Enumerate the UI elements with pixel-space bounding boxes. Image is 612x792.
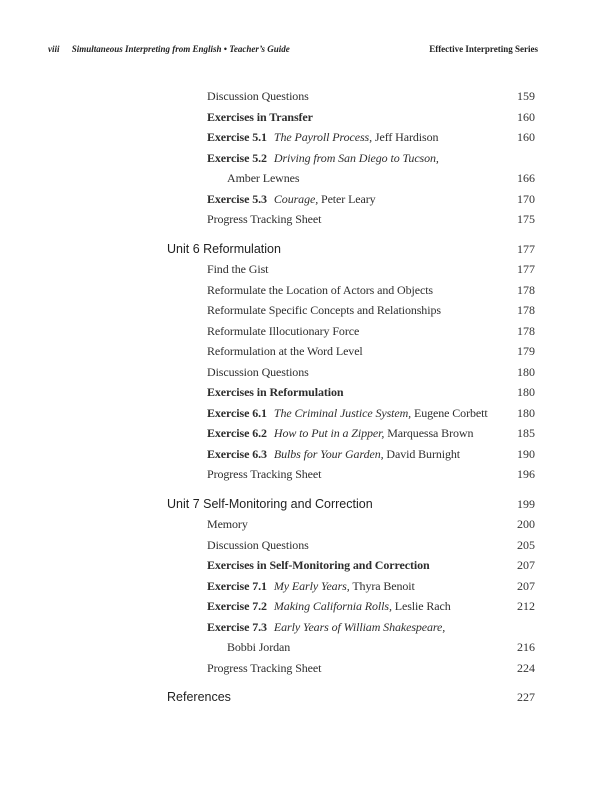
toc-row <box>167 148 535 169</box>
book-title: Simultaneous Interpreting from English • Teacher’s Guide <box>71 44 290 54</box>
toc-page-number: 199 <box>517 496 535 511</box>
toc-entry-label: Exercise 7.2 Making California Rolls, Leslie Rach <box>207 599 451 613</box>
toc-page-number: 175 <box>517 212 535 226</box>
toc-row <box>167 596 535 617</box>
toc-row <box>167 341 535 362</box>
toc-page-number: 224 <box>517 660 535 675</box>
toc-row <box>167 168 535 189</box>
toc-row <box>167 514 535 535</box>
toc-entry-label: Reformulation at the Word Level <box>207 344 363 358</box>
page-folio: viii <box>48 44 60 54</box>
toc-row <box>167 280 535 301</box>
toc-page-number: 166 <box>517 171 535 185</box>
toc-section-heading-row <box>167 494 535 515</box>
toc-entry-label: Reformulate the Location of Actors and Objects <box>207 282 433 297</box>
toc-page-number: 177 <box>517 262 535 276</box>
toc-page-number: 178 <box>517 303 535 317</box>
toc-entry-label: Discussion Questions <box>207 364 309 379</box>
toc-row <box>167 403 535 424</box>
toc-entry-label: Find the Gist <box>207 262 269 276</box>
series-title: Effective Interpreting Series <box>429 44 538 54</box>
toc-page-number: 227 <box>517 690 535 704</box>
toc-row <box>167 555 535 576</box>
toc-entry-label: Exercise 6.2 How to Put in a Zipper, Marquessa Brown <box>207 426 474 440</box>
toc-row <box>167 107 535 128</box>
toc-page-number: 200 <box>517 517 535 531</box>
toc-entry-label: Reformulate Specific Concepts and Relationships <box>207 303 441 317</box>
toc-section-heading-row <box>167 239 535 260</box>
toc-page-number: 185 <box>517 426 535 440</box>
toc-entry-label: Progress Tracking Sheet <box>207 212 322 226</box>
toc-row <box>167 464 535 485</box>
toc-row <box>167 576 535 597</box>
toc-page-number: 180 <box>517 385 535 399</box>
toc-entry-label: Exercise 6.1 The Criminal Justice System, Eugene Corbett <box>207 405 488 420</box>
toc-entry-label: Progress Tracking Sheet <box>207 660 322 675</box>
toc-entry-label: Exercise 7.3 Early Years of William Shakespeare, <box>207 619 446 634</box>
toc-page-number: 170 <box>517 191 535 206</box>
toc-entry-label: Exercise 5.3 Courage, Peter Leary <box>207 191 376 206</box>
toc-page-number: 178 <box>517 323 535 338</box>
toc-entry-label: Discussion Questions <box>207 89 309 103</box>
toc-row <box>167 362 535 383</box>
toc-row <box>167 423 535 444</box>
toc-entry-label: Reformulate Illocutionary Force <box>207 323 360 338</box>
toc-page-number: 160 <box>517 130 535 144</box>
toc-page-number: 207 <box>517 578 535 593</box>
toc-entry-label: References <box>167 690 231 704</box>
toc-row <box>167 321 535 342</box>
toc-row <box>167 259 535 280</box>
toc-entry-label: Amber Lewnes <box>227 171 300 185</box>
toc-entry-label: Exercises in Reformulation <box>207 385 344 399</box>
toc-row <box>167 209 535 230</box>
toc-page-number: 216 <box>517 640 535 654</box>
toc-page-number: 180 <box>517 364 535 379</box>
toc-page-number: 179 <box>517 344 535 358</box>
toc-entry-label: Exercise 7.1 My Early Years, Thyra Benoit <box>207 578 415 593</box>
toc-entry-label: Unit 7 Self-Monitoring and Correction <box>167 496 373 511</box>
toc-row <box>167 637 535 658</box>
table-of-contents <box>167 86 535 708</box>
toc-entry-label: Bobbi Jordan <box>227 640 291 654</box>
toc-page-number: 160 <box>517 109 535 124</box>
toc-page-number: 159 <box>517 89 535 103</box>
toc-page-number: 205 <box>517 537 535 552</box>
toc-row <box>167 617 535 638</box>
toc-row <box>167 127 535 148</box>
toc-entry-label: Exercise 5.1 The Payroll Process, Jeff Hardison <box>207 130 439 144</box>
toc-row <box>167 658 535 679</box>
toc-entry-label: Exercises in Transfer <box>207 109 313 124</box>
running-head-left <box>48 44 290 54</box>
toc-row <box>167 86 535 107</box>
toc-entry-label: Progress Tracking Sheet <box>207 467 322 481</box>
toc-entry-label: Unit 6 Reformulation <box>167 241 281 256</box>
toc-row <box>167 300 535 321</box>
toc-entry-label: Exercises in Self-Monitoring and Correction <box>207 558 430 572</box>
toc-page-number: 177 <box>517 241 535 256</box>
toc-entry-label: Memory <box>207 517 248 531</box>
toc-section-heading-row <box>167 687 535 708</box>
toc-row <box>167 444 535 465</box>
toc-entry-label: Exercise 5.2 Driving from San Diego to Tucson, <box>207 150 439 165</box>
toc-row <box>167 535 535 556</box>
toc-entry-label: Discussion Questions <box>207 537 309 552</box>
running-head <box>48 44 538 54</box>
toc-page-number: 180 <box>517 405 535 420</box>
toc-page-number: 212 <box>517 599 535 613</box>
toc-page-number: 196 <box>517 467 535 481</box>
toc-entry-label: Exercise 6.3 Bulbs for Your Garden, David Burnight <box>207 446 461 461</box>
toc-page-number: 190 <box>517 446 535 461</box>
toc-row <box>167 382 535 403</box>
toc-page-number: 207 <box>517 558 535 572</box>
toc-row <box>167 189 535 210</box>
toc-page-number: 178 <box>517 282 535 297</box>
